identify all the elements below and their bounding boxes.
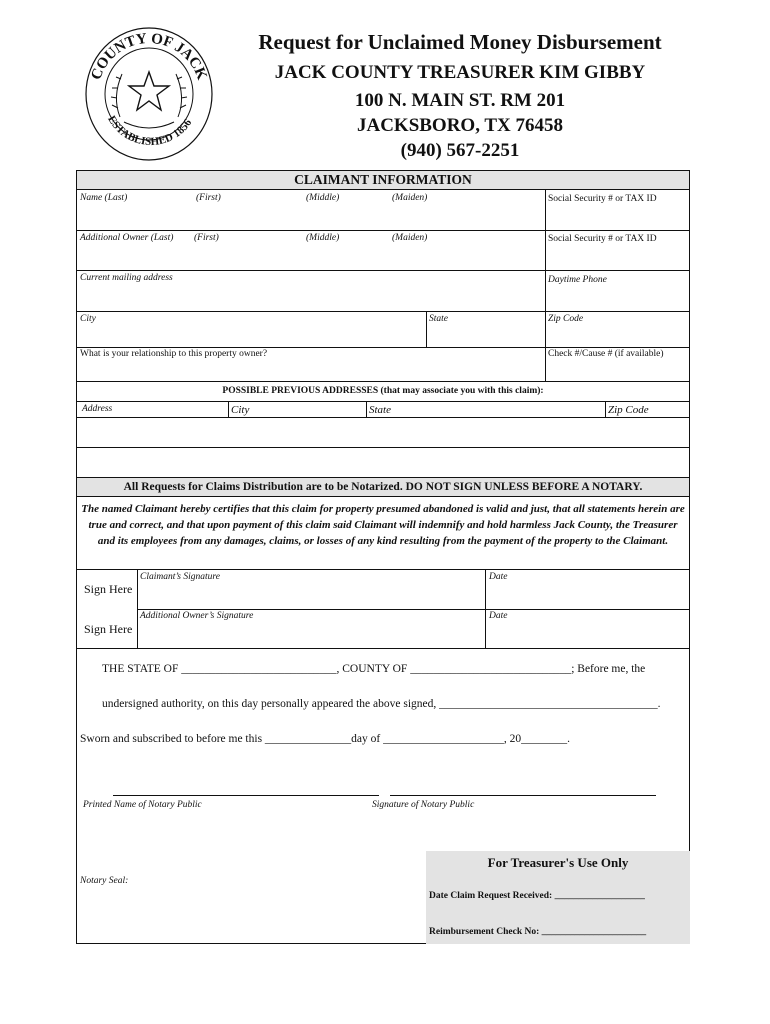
- add-owner-last-label: Additional Owner (Last): [80, 233, 174, 243]
- notary-sworn-line: Sworn and subscribed to before me this _______________day of _____________________, 20________.: [80, 733, 570, 745]
- name-maiden-label: (Maiden): [392, 193, 428, 203]
- mailing-address-label: Current mailing address: [80, 273, 173, 283]
- office-street: 100 N. MAIN ST. RM 201: [354, 90, 566, 111]
- name-field[interactable]: [78, 205, 544, 229]
- treasurer-name: JACK COUNTY TREASURER KIM GIBBY: [274, 62, 646, 83]
- office-phone: (940) 567-2251: [400, 140, 520, 161]
- date-claim-received: Date Claim Request Received: ___________________: [429, 891, 645, 901]
- name-first-label: (First): [196, 193, 221, 203]
- notary-state-county-line: THE STATE OF ___________________________, COUNTY OF ____________________________; Before me, the: [102, 663, 646, 675]
- add-owner-first-label: (First): [194, 233, 219, 243]
- add-owner-signature-field[interactable]: [139, 623, 484, 647]
- claimant-signature-label: Claimant’s Signature: [140, 572, 220, 582]
- office-city: JACKSBORO, TX 76458: [356, 115, 564, 136]
- zip-field[interactable]: [546, 326, 689, 346]
- star-icon: [129, 72, 169, 110]
- treasurer-use-title: For Treasurer's Use Only: [487, 855, 629, 870]
- date-2-field[interactable]: [487, 623, 689, 647]
- add-owner-middle-label: (Middle): [306, 233, 340, 243]
- claimant-section-title: CLAIMANT INFORMATION: [77, 171, 689, 190]
- check-cause-label: Check #/Cause # (if available): [548, 349, 664, 359]
- name-middle-label: (Middle): [306, 193, 340, 203]
- ssn2-field[interactable]: [546, 245, 689, 269]
- prev-address-row-2[interactable]: [78, 448, 689, 477]
- notary-seal-label: Notary Seal:: [80, 876, 129, 886]
- daytime-phone-field[interactable]: [546, 288, 689, 310]
- certification-text: The named Claimant hereby certifies that this claim for property presumed abandoned is valid and just, that all statements herein are true and correct, and that upon payment of this claim said Claimant will indemnify and hold harmless Jack County, the Treasurer and its employees from any damages, claims, or losses of any kind resulting from the payment of the property to the Claimant.: [81, 503, 685, 547]
- notary-printed-name-label: Printed Name of Notary Public: [83, 800, 202, 810]
- relationship-label: What is your relationship to this property owner?: [80, 349, 268, 359]
- seal-top-text: COUNTY OF JACK: [88, 30, 210, 83]
- prev-zip-label: Zip Code: [608, 404, 649, 416]
- reimbursement-check-no: Reimbursement Check No: ______________________: [429, 927, 647, 937]
- form-title: Request for Unclaimed Money Disbursement: [258, 30, 662, 54]
- prev-addresses-title: POSSIBLE PREVIOUS ADDRESSES (that may associate you with this claim):: [222, 386, 544, 396]
- notarize-notice: All Requests for Claims Distribution are to be Notarized. DO NOT SIGN UNLESS BEFORE A NOTARY.: [77, 478, 689, 497]
- notary-signature-field[interactable]: [390, 779, 656, 794]
- city-field[interactable]: [78, 326, 424, 346]
- city-label: City: [80, 314, 96, 324]
- date-1-field[interactable]: [487, 584, 689, 608]
- sign-here-2: Sign Here: [84, 622, 133, 636]
- prev-state-label: State: [369, 404, 391, 416]
- state-label: State: [429, 314, 448, 324]
- notary-signature-label: Signature of Notary Public: [372, 800, 475, 810]
- prev-address-label: Address: [82, 404, 113, 414]
- date-1-label: Date: [489, 572, 508, 582]
- zip-label: Zip Code: [548, 314, 584, 324]
- ssn2-label: Social Security # or TAX ID: [548, 234, 657, 244]
- county-seal: [84, 22, 214, 162]
- claimant-signature-field[interactable]: [139, 584, 484, 608]
- add-owner-field[interactable]: [78, 245, 544, 269]
- add-owner-maiden-label: (Maiden): [392, 233, 428, 243]
- name-last-label: Name (Last): [80, 193, 128, 203]
- prev-city-label: City: [231, 404, 250, 416]
- prev-address-row-1[interactable]: [78, 418, 689, 447]
- add-owner-signature-label: Additional Owner’s Signature: [140, 611, 254, 621]
- check-cause-field[interactable]: [546, 362, 689, 380]
- notary-authority-line: undersigned authority, on this day personally appeared the above signed, ______________________________________.: [102, 698, 661, 710]
- date-2-label: Date: [489, 611, 508, 621]
- sign-here-1: Sign Here: [84, 582, 133, 596]
- mailing-address-field[interactable]: [78, 286, 544, 310]
- ssn-field[interactable]: [546, 205, 689, 229]
- state-field[interactable]: [427, 326, 544, 346]
- daytime-phone-label: Daytime Phone: [548, 275, 607, 285]
- relationship-field[interactable]: [78, 362, 544, 380]
- notary-printed-name-field[interactable]: [113, 779, 379, 794]
- seal-bottom-text: ESTABLISHED 1856: [105, 113, 195, 149]
- ssn-label: Social Security # or TAX ID: [548, 194, 657, 204]
